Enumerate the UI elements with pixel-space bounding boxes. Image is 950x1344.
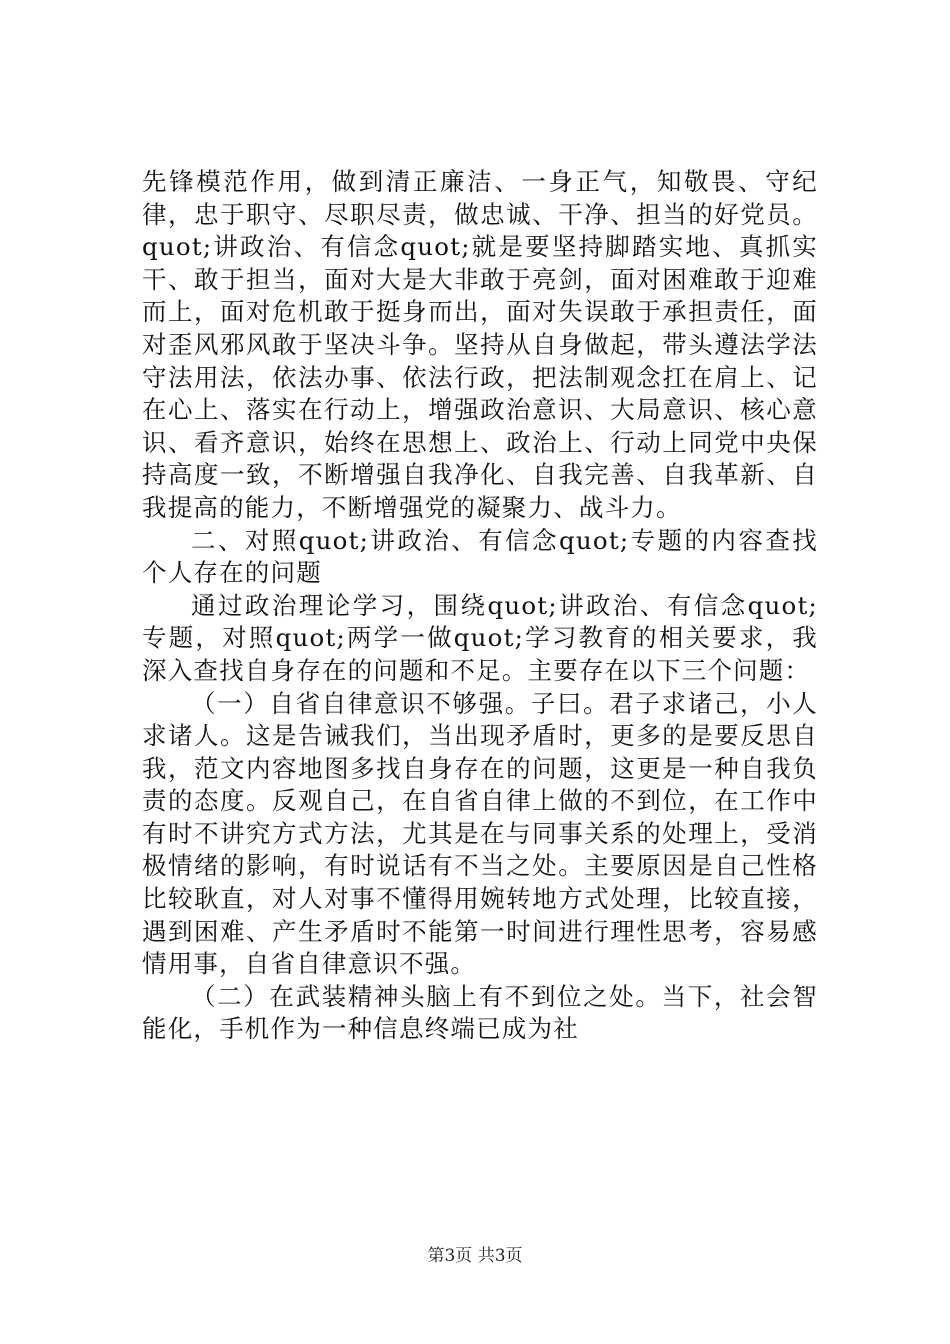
paragraph-continuation: 先锋模范作用，做到清正廉洁、一身正气，知敬畏、守纪律，忠于职守、尽职尽责，做忠诚、干净、担当的好党员。quot;讲政治、有信念quot;就是要坚持脚踏实地、真抓实干、敢于担当，面对大是大非敢于亮剑，面对困难敢于迎难而上，面对危机敢于挺身而出，面对失误敢于承担责任，面对歪风邪风敢于坚决斗争。坚持从自身做起，带头遵法学法守法用法，依法办事、依法行政，把法制观念扛在肩上、记在心上、落实在行动上，增强政治意识、大局意识、核心意识、看齐意识，始终在思想上、政治上、行动上同党中央保持高度一致，不断增强自我净化、自我完善、自我革新、自我提高的能力，不断增强党的凝聚力、战斗力。 [142, 167, 818, 522]
paragraph-item-one: （一）自省自律意识不够强。子曰。君子求诸己，小人求诸人。这是告诫我们，当出现矛盾时，更多的是要反思自我，范文内容地图多找自身存在的问题，这更是一种自我负责的态度。反观自己，在自省自律上做的不到位，在工作中有时不讲究方式方法，尤其是在与同事关系的处理上，受消极情绪的影响，有时说话有不当之处。主要原因是自己性格比较耿直，对人对事不懂得用婉转地方式处理，比较直接，遇到困难、产生矛盾时不能第一时间进行理性思考，容易感情用事，自省自律意识不强。 [142, 688, 818, 979]
section-heading: 二、对照quot;讲政治、有信念quot;专题的内容查找个人存在的问题 [142, 525, 818, 588]
page-footer: 第3页 共3页 [427, 1246, 523, 1266]
paragraph-intro: 通过政治理论学习，围绕quot;讲政治、有信念quot;专题，对照quot;两学一做quot;学习教育的相关要求，我深入查找自身存在的问题和不足。主要存在以下三个问题： [142, 590, 818, 685]
document-body [142, 166, 818, 1046]
paragraph-item-two: （二）在武装精神头脑上有不到位之处。当下，社会智能化，手机作为一种信息终端已成为社 [142, 981, 818, 1044]
